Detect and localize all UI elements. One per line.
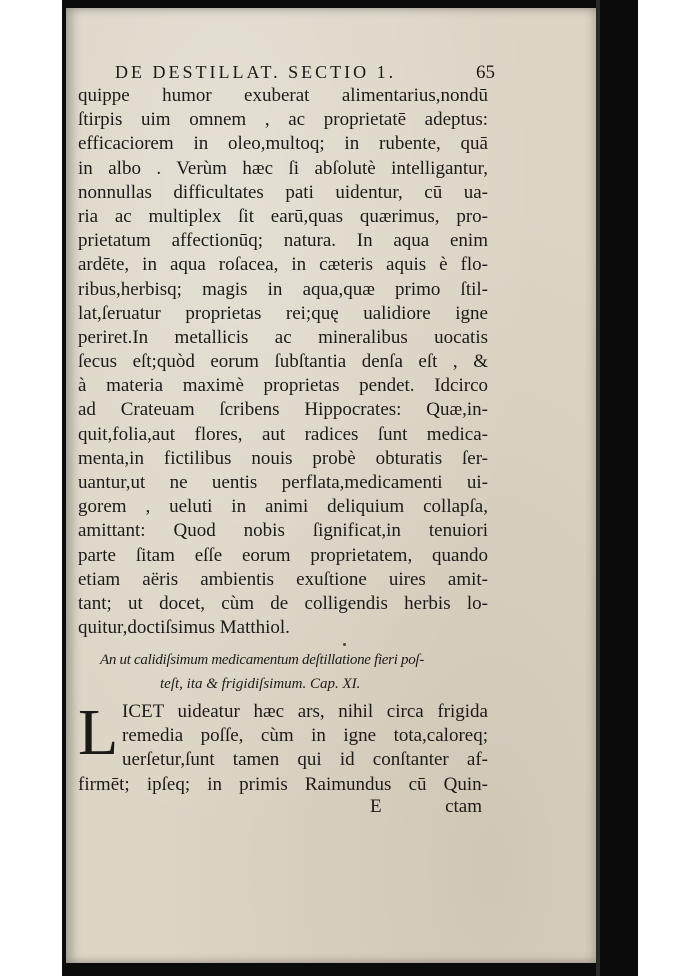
text-line: gorem , ueluti in animi deliquium collapſa,	[78, 496, 488, 518]
text-line: tant; ut docet, cùm de colligendis herbis lo-	[78, 592, 488, 614]
text-line: quitur,doctiſsimus Matthiol.	[78, 617, 290, 639]
text-line: ſecus eſt;quòd eorum ſubſtantia denſa eſt , &	[78, 351, 488, 373]
text-line: ICET uideatur hæc ars, nihil circa frigida	[122, 701, 488, 722]
running-title: DE DESTILLAT. SECTIO 1.	[115, 62, 397, 82]
text-line: in albo . Verùm hæc ſi abſolutè intelligantur,	[78, 157, 488, 179]
catchword: ctam	[445, 796, 482, 817]
text-line: quippe humor exuberat alimentarius,nondū	[78, 85, 488, 106]
text-line: amittant: Quod nobis ſignificat,in tenuiori	[78, 520, 488, 542]
text-line: quit,folia,aut flores, aut radices ſunt medica-	[78, 423, 488, 445]
text-line: firmēt; ipſeq; in primis Raimundus cū Quin-	[78, 773, 488, 795]
chapter-heading-line-2: teſt, ita & frigidiſsimum. Cap. XI.	[160, 676, 361, 692]
chapter-heading-line-1: An ut calidiſsimum medicamentum deſtillatione fieri poſ-	[100, 652, 424, 668]
text-line: nonnullas difficultates pati uidentur, cū ua-	[78, 181, 488, 203]
text-line: parte ſitam eſſe eorum proprietatem, quando	[78, 544, 488, 566]
text-line: uantur,ut ne uentis perflata,medicamenti ui-	[78, 472, 488, 493]
page-number: 65	[476, 62, 495, 83]
page-edge	[596, 0, 600, 976]
text-line: menta,in fictilibus nouis probè obturatis ſer-	[78, 447, 488, 469]
text-line: ad Crateuam ſcribens Hippocrates: Quæ,in-	[78, 399, 488, 421]
text-line: ribus,herbisq; magis in aqua,quæ primo ſtil-	[78, 278, 488, 300]
text-line: prietatum affectionūq; natura. In aqua enim	[78, 230, 488, 252]
text-line: efficaciorem in oleo,multoq; in rubente, quā	[78, 133, 488, 155]
chapter-heading	[100, 648, 490, 696]
text-line: periret.In metallicis ac mineralibus uocatis	[78, 326, 488, 348]
body-text	[78, 84, 488, 640]
text-line: etiam aëris ambientis exuſtione uires amit-	[78, 568, 488, 590]
text-line: uerſetur,ſunt tamen qui id conſtanter af-	[122, 749, 488, 771]
signature-mark: E	[370, 796, 382, 817]
chapter-text	[78, 696, 488, 797]
text-line: remedia poſſe, cùm in igne tota,caloreq;	[122, 725, 488, 747]
signature-row	[78, 796, 482, 820]
drop-cap-initial: L	[78, 696, 119, 769]
ink-speck	[343, 643, 346, 646]
text-line: ardēte, in aqua roſacea, in cæteris aquis è flo-	[78, 254, 488, 276]
text-line: lat,ſeruatur proprietas rei;quę ualidiore igne	[78, 302, 488, 324]
text-line: à materia maximè proprietas pendet. Idcirco	[78, 375, 488, 397]
text-line: ſtirpis uim omnem , ac proprietatē adeptus:	[78, 109, 488, 131]
text-line: ria ac multiplex ſit earū,quas quærimus, pro-	[78, 205, 488, 227]
